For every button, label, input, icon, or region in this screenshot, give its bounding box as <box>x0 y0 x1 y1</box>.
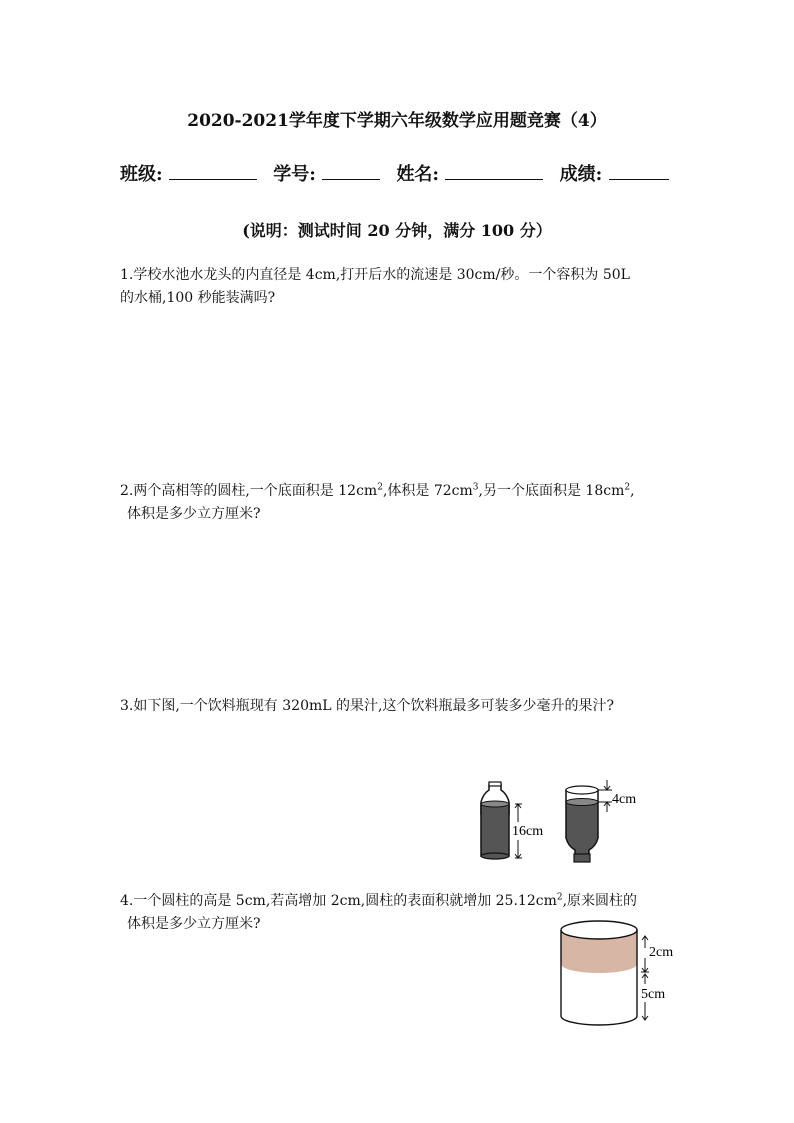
original-height-label: 5cm <box>641 987 666 1002</box>
number-label: 学号: <box>273 164 316 185</box>
gap-label: 4cm <box>612 792 637 807</box>
question-4-line2: 体积是多少立方厘米? <box>127 916 261 932</box>
student-info-row <box>120 160 680 186</box>
test-note: (说明：测试时间 20 分钟，满分 100 分） <box>242 221 552 240</box>
question-1 <box>120 264 680 310</box>
class-blank[interactable] <box>169 163 257 180</box>
question-3-line1: 3.如下图,一个饮料瓶现有 320mL 的果汁,这个饮料瓶最多可装多少毫升的果汁? <box>120 698 614 714</box>
height-label: 16cm <box>512 824 544 839</box>
q2-text-c: ,另一个底面积是 18cm <box>478 483 625 499</box>
q2-text-d: , <box>630 483 635 499</box>
bottle-figure <box>470 778 670 870</box>
q2-sup-a: 2 <box>377 482 383 493</box>
q2-text-b: ,体积是 72cm <box>382 483 473 499</box>
juice-fill-inverted <box>566 802 598 856</box>
number-blank[interactable] <box>322 163 380 180</box>
q4-text-b: ,原来圆柱的 <box>562 893 638 909</box>
gap-dimension <box>598 780 612 812</box>
class-label: 班级: <box>120 164 163 185</box>
q2-text-a: 2.两个高相等的圆柱,一个底面积是 12cm <box>120 483 378 499</box>
question-2-line1 <box>120 480 680 503</box>
name-field[interactable] <box>396 160 543 186</box>
number-field[interactable] <box>273 160 380 186</box>
q4-sup: 2 <box>556 892 563 903</box>
juice-fill-upright <box>481 804 509 856</box>
added-height-label: 2cm <box>649 945 674 960</box>
inverted-bottle <box>566 786 598 862</box>
cylinder-dimensions <box>641 936 649 1020</box>
question-2-line2: 体积是多少立方厘米? <box>127 506 261 522</box>
question-4-line1 <box>120 890 680 913</box>
score-label: 成绩: <box>559 164 603 185</box>
score-blank[interactable] <box>609 163 669 180</box>
name-blank[interactable] <box>445 163 543 180</box>
page-title: 2020-2021学年度下学期六年级数学应用题竞赛（4） <box>187 111 607 131</box>
question-3 <box>120 695 680 718</box>
q2-sup-b: 3 <box>472 482 479 493</box>
q4-text-a: 4.一个圆柱的高是 5cm,若高增加 2cm,圆柱的表面积就增加 25.12cm <box>120 893 557 909</box>
score-field[interactable] <box>560 160 669 186</box>
upright-bottle <box>481 782 509 859</box>
q2-sup-c: 2 <box>624 482 631 493</box>
question-1-line2: 的水桶,100 秒能装满吗? <box>120 290 276 306</box>
name-label: 姓名: <box>396 164 440 185</box>
question-1-line1: 1.学校水池水龙头的内直径是 4cm,打开后水的流速是 30cm/秒。一个容积为 50L <box>120 267 630 283</box>
cylinder-figure <box>555 916 685 1030</box>
class-field[interactable] <box>120 160 257 186</box>
question-2 <box>120 480 680 526</box>
